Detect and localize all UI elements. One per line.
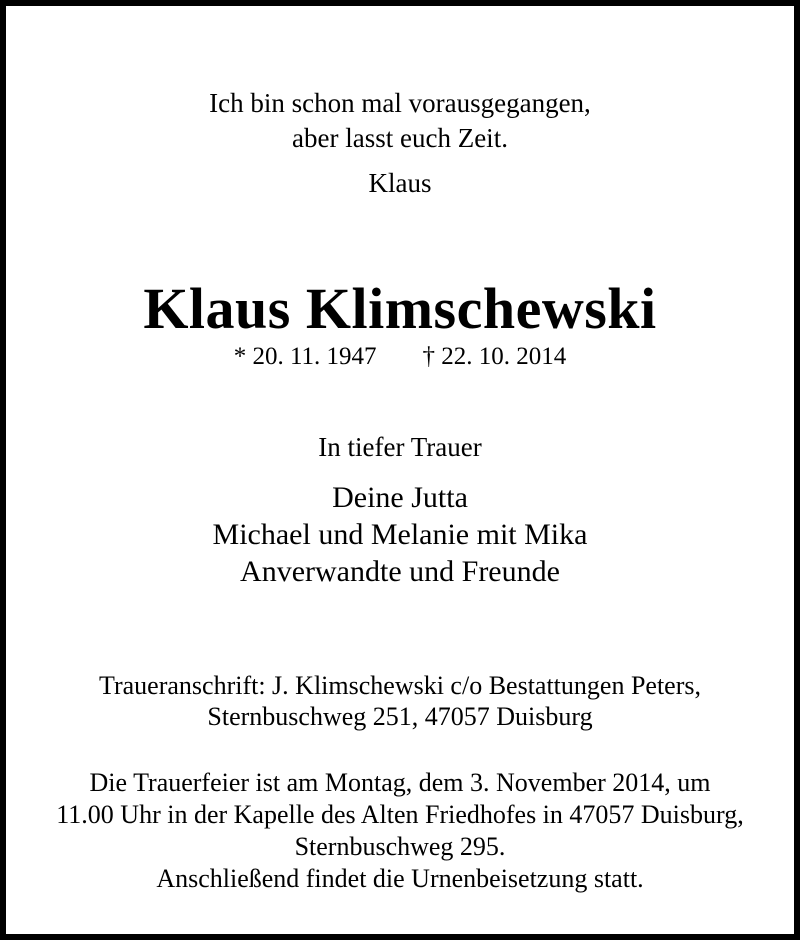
service-info-line: 11.00 Uhr in der Kapelle des Alten Friedhofes in 47057 Duisburg, — [56, 800, 744, 829]
mourner-name: Michael und Melanie mit Mika — [212, 518, 588, 551]
service-info-line: Anschließend findet die Urnenbeisetzung statt. — [156, 864, 644, 893]
birth-date: * 20. 11. 1947 — [233, 343, 377, 370]
mourning-intro: In tiefer Trauer — [318, 432, 482, 462]
life-dates — [6, 344, 794, 369]
service-info-line: Sternbuschweg 295. — [294, 832, 506, 861]
mourner-name: Anverwandte und Freunde — [240, 555, 560, 588]
motto-signature: Klaus — [368, 168, 432, 198]
mourner-name: Deine Jutta — [332, 481, 468, 514]
motto-line: aber lasst euch Zeit. — [292, 123, 508, 153]
motto-line: Ich bin schon mal vorausgegangen, — [209, 88, 591, 118]
service-info-line: Die Trauerfeier ist am Montag, dem 3. November 2014, um — [89, 768, 711, 797]
deceased-name: Klaus Klimschewski — [143, 276, 657, 341]
condolence-address-line: Sternbuschweg 251, 47057 Duisburg — [207, 702, 593, 731]
death-date: † 22. 10. 2014 — [422, 343, 567, 370]
condolence-address-line: Traueranschrift: J. Klimschewski c/o Bestattungen Peters, — [99, 671, 701, 700]
